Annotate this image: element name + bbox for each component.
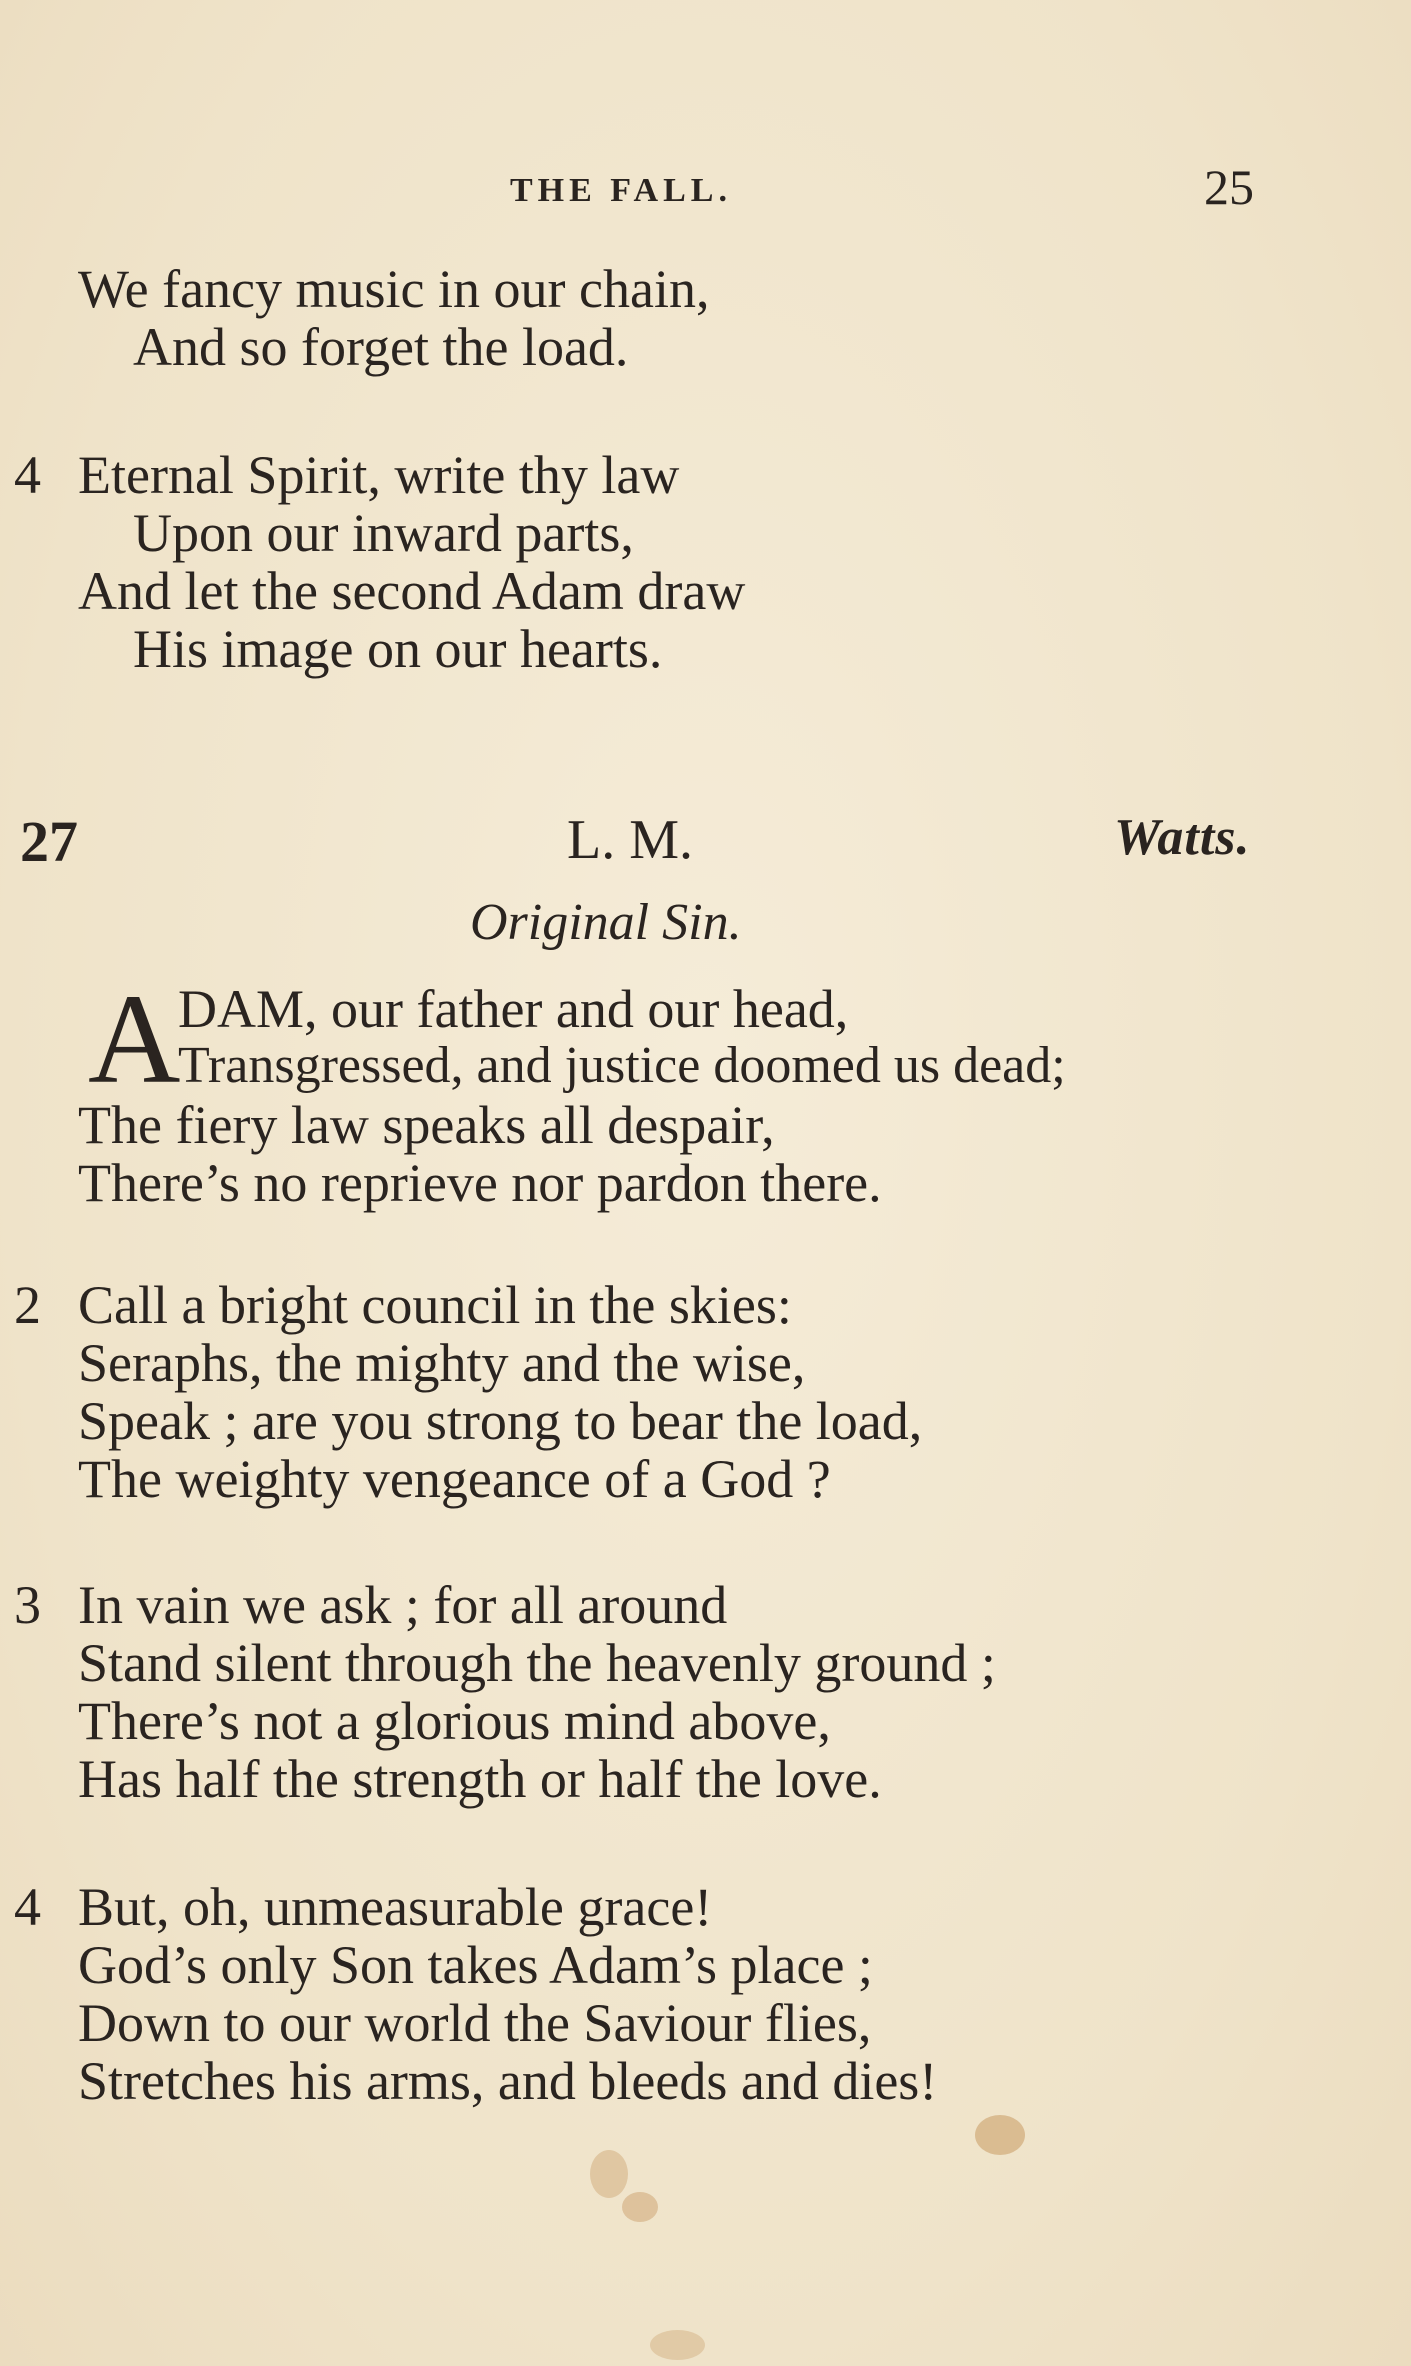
verse-line: Upon our inward parts, bbox=[133, 503, 634, 563]
verse-line: Stretches his arms, and bleeds and dies! bbox=[78, 2051, 938, 2111]
verse-line: Down to our world the Saviour flies, bbox=[78, 1993, 872, 2053]
foxing-stain bbox=[622, 2192, 658, 2222]
verse-line: His image on our hearts. bbox=[133, 619, 663, 679]
verse-line: But, oh, unmeasurable grace! bbox=[78, 1877, 713, 1937]
hymn-number: 27 bbox=[20, 809, 78, 874]
running-header: THE FALL. bbox=[510, 172, 732, 209]
stanza-number: 4 bbox=[14, 1877, 41, 1937]
verse-line: The weighty vengeance of a God ? bbox=[78, 1449, 831, 1509]
stanza-number: 4 bbox=[14, 445, 41, 505]
page-number: 25 bbox=[1204, 159, 1254, 215]
verse-line: DAM, our father and our head, bbox=[178, 979, 849, 1039]
verse-line: The fiery law speaks all despair, bbox=[78, 1095, 775, 1155]
hymn-author: Watts. bbox=[1114, 809, 1251, 866]
hymn-subtitle: Original Sin. bbox=[470, 894, 742, 951]
verse-line: There’s not a glorious mind above, bbox=[78, 1691, 831, 1751]
verse-line: Seraphs, the mighty and the wise, bbox=[78, 1333, 806, 1393]
foxing-stain bbox=[590, 2150, 628, 2198]
verse-line: God’s only Son takes Adam’s place ; bbox=[78, 1935, 873, 1995]
stanza-number: 3 bbox=[14, 1575, 41, 1635]
verse-line: And let the second Adam draw bbox=[78, 561, 746, 621]
verse-line: Call a bright council in the skies: bbox=[78, 1275, 792, 1335]
verse-line: Speak ; are you strong to bear the load, bbox=[78, 1391, 923, 1451]
foxing-stain bbox=[975, 2115, 1025, 2155]
stanza-number: 2 bbox=[14, 1275, 41, 1335]
verse-line: Transgressed, and justice doomed us dead; bbox=[178, 1037, 1066, 1094]
verse-line: And so forget the load. bbox=[133, 317, 629, 377]
verse-line: Eternal Spirit, write thy law bbox=[78, 445, 680, 505]
verse-line: In vain we ask ; for all around bbox=[78, 1575, 728, 1635]
verse-line: There’s no reprieve nor pardon there. bbox=[78, 1153, 882, 1213]
drop-cap: A bbox=[88, 968, 181, 1110]
verse-line: Has half the strength or half the love. bbox=[78, 1749, 882, 1809]
hymn-meter: L. M. bbox=[567, 809, 693, 871]
verse-line: We fancy music in our chain, bbox=[78, 259, 710, 319]
foxing-stain bbox=[650, 2330, 705, 2360]
verse-line: Stand silent through the heavenly ground ; bbox=[78, 1633, 996, 1693]
